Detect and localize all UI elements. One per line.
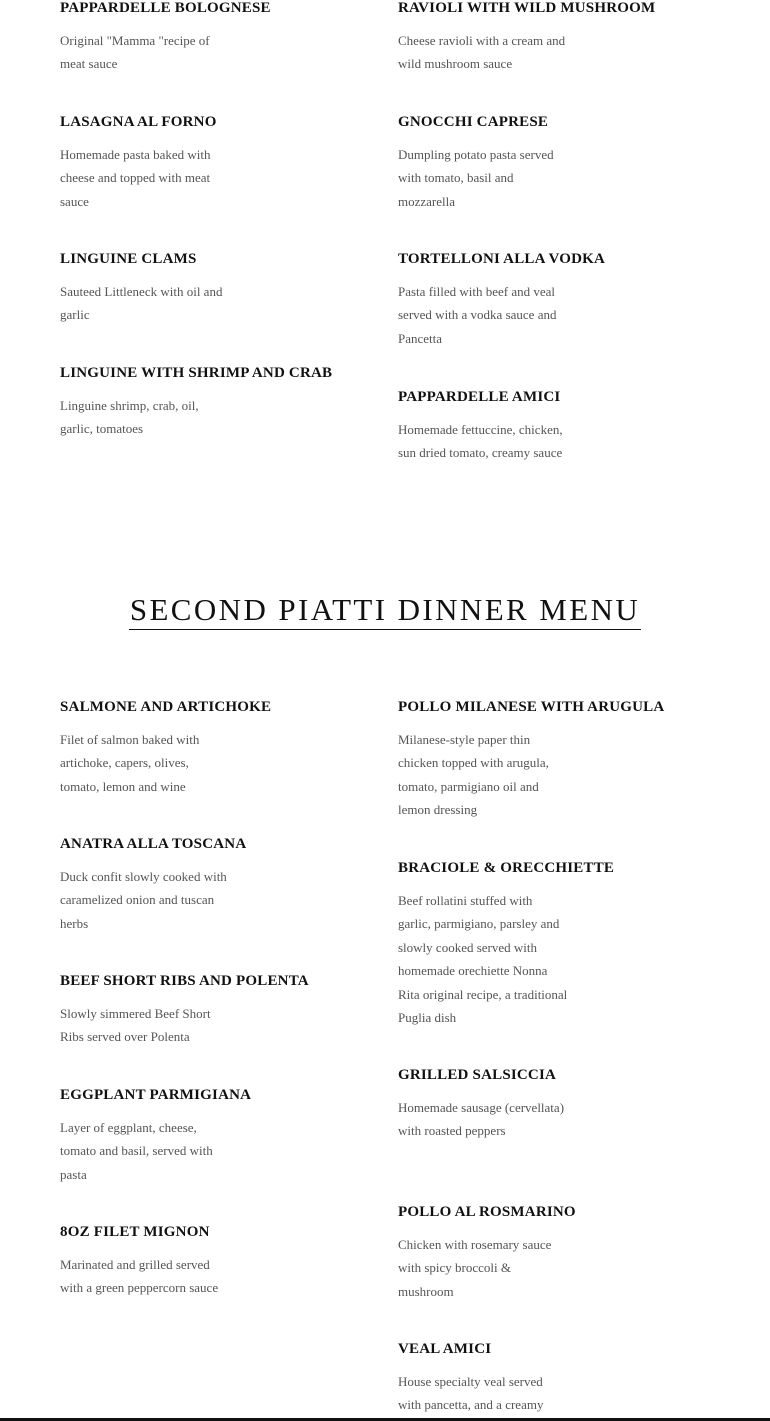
item-name: BEEF SHORT RIBS AND POLENTA [60,973,309,989]
menu-item [398,1203,576,1303]
item-description: Layer of eggplant, cheese, tomato and basil, served with pasta [60,1120,213,1182]
menu-item [398,1340,568,1417]
menu-item [60,0,271,76]
item-name: VEAL AMICI [398,1341,492,1357]
menu-item [60,113,230,213]
menu-item [398,1066,568,1143]
item-description: Beef rollatini stuffed with garlic, parmigiano, parsley and slowly cooked served with homemade orechiette Nonna Rita original recipe, a traditional Puglia dish [398,893,568,1026]
section-title: SECOND PIATTI DINNER MENU [129,592,641,630]
item-name: PAPPARDELLE AMICI [398,389,561,405]
item-name: PAPPARDELLE BOLOGNESE [60,0,271,16]
menu-item [398,698,664,822]
item-name: 8OZ FILET MIGNON [60,1224,210,1240]
item-name: SALMONE AND ARTICHOKE [60,699,272,715]
item-description: Pasta filled with beef and veal served with a vodka sauce and Pancetta [398,284,557,346]
item-name: EGGPLANT PARMIGIANA [60,1087,252,1103]
item-name: POLLO AL ROSMARINO [398,1204,576,1220]
menu-item [398,859,614,1029]
item-description: Milanese-style paper thin chicken topped with arugula, tomato, parmigiano oil and lemon dressing [398,732,549,818]
item-description: Original "Mamma "recipe of meat sauce [60,33,210,72]
menu-item [60,698,271,798]
item-description: Dumpling potato pasta served with tomato, basil and mozzarella [398,147,554,209]
item-description: Homemade sausage (cervellata) with roasted peppers [398,1100,565,1139]
item-name: LINGUINE WITH SHRIMP AND CRAB [60,365,333,381]
menu-item [60,1223,230,1300]
item-description: Homemade fettuccine, chicken, sun dried tomato, creamy sauce [398,422,563,461]
item-description: Sauteed Littleneck with oil and garlic [60,284,223,323]
item-name: TORTELLONI ALLA VODKA [398,251,606,267]
item-description: Filet of salmon baked with artichoke, capers, olives, tomato, lemon and wine [60,732,200,794]
item-description: Linguine shrimp, crab, oil, garlic, tomatoes [60,398,199,437]
menu-item [60,1086,251,1186]
item-description: Cheese ravioli with a cream and wild mushroom sauce [398,33,566,72]
item-name: POLLO MILANESE WITH ARUGULA [398,699,665,715]
menu-item [60,250,230,327]
item-name: LINGUINE CLAMS [60,251,197,267]
item-description: Marinated and grilled served with a green peppercorn sauce [60,1257,219,1296]
section-heading [0,592,770,630]
item-name: LASAGNA AL FORNO [60,114,217,130]
item-name: GRILLED SALSICCIA [398,1067,557,1083]
menu-item [398,388,568,465]
menu-item [398,0,655,76]
item-description: Chicken with rosemary sauce with spicy broccoli & mushroom [398,1237,552,1299]
item-description: Duck confit slowly cooked with caramelized onion and tuscan herbs [60,869,227,931]
menu-item [398,113,568,213]
menu-item [398,250,605,350]
item-name: GNOCCHI CAPRESE [398,114,549,130]
item-description: Slowly simmered Beef Short Ribs served over Polenta [60,1006,211,1045]
menu-item [60,364,332,441]
item-description: Homemade pasta baked with cheese and topped with meat sauce [60,147,211,209]
item-description: House specialty veal served with pancetta, and a creamy [398,1374,544,1413]
item-name: RAVIOLI WITH WILD MUSHROOM [398,0,656,16]
menu-item [60,835,246,935]
item-name: ANATRA ALLA TOSCANA [60,836,247,852]
item-name: BRACIOLE & ORECCHIETTE [398,860,615,876]
menu-item [60,972,309,1049]
